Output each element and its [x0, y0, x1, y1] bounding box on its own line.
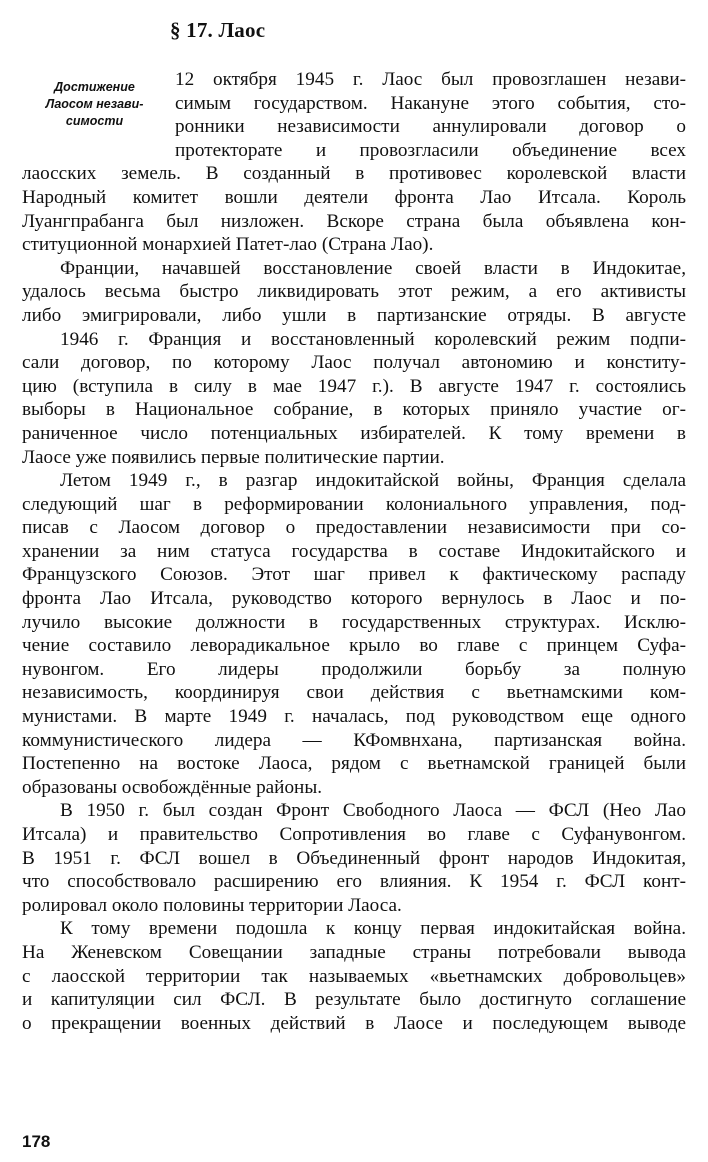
text-line: сали договор, по которому Лаос получал автономию и конститу-: [22, 352, 686, 374]
text-line: В 1950 г. был создан Фронт Свободного Лаоса — ФСЛ (Нео Лао: [60, 800, 686, 822]
text-line: Лаосе уже появились первые политические партии.: [22, 446, 445, 468]
text-line: ституционной монархией Патет-лао (Страна Лао).: [22, 234, 434, 256]
text-line: протекторате и провозгласили объединение всех: [175, 139, 686, 161]
margin-note-line: симости: [65, 114, 124, 128]
text-line: образованы освобождённые районы.: [22, 776, 323, 798]
text-line: выборы в Национальное собрание, в которых приняло участие ог-: [22, 399, 686, 421]
text-line: Народный комитет вошли деятели фронта Лао Итсала. Король: [22, 186, 686, 208]
text-line: раниченное число потенциальных избирателей. К тому времени в: [22, 422, 686, 444]
text-line: о прекращении военных действий в Лаосе и последующем выводе: [22, 1012, 686, 1034]
text-line: 1946 г. Франция и восстановленный королевский режим подпи-: [60, 328, 686, 350]
text-line: Франции, начавшей восстановление своей власти в Индокитае,: [60, 257, 686, 279]
text-line: чение составило леворадикальное крыло во главе с принцем Суфа-: [22, 635, 686, 657]
margin-note-line: Лаосом незави-: [45, 97, 144, 111]
text-line: с лаосской территории так называемых «вьетнамских добровольцев»: [22, 965, 686, 987]
text-line: К тому времени подошла к концу первая индокитайская война.: [60, 918, 686, 940]
text-line: хранении за ним статуса государства в составе Индокитайского и: [22, 540, 686, 562]
text-line: 12 октября 1945 г. Лаос был провозглашен незави-: [175, 69, 686, 90]
text-line: Итсала) и правительство Сопротивления во главе с Суфанувонгом.: [22, 824, 686, 845]
text-line: нувонгом. Его лидеры продолжили борьбу за полную: [22, 658, 686, 680]
text-line: ронники независимости аннулировали договор о: [175, 116, 686, 138]
text-line: писав с Лаосом договор о предоставлении независимости при со-: [22, 517, 686, 539]
text-line: цию (вступила в силу в мае 1947 г.). В августе 1947 г. состоялись: [22, 375, 686, 397]
body-text: [22, 68, 686, 1035]
section-heading: § 17. Лаос: [170, 18, 266, 42]
text-line: ролировал около половины территории Лаоса.: [22, 894, 402, 916]
text-line: На Женевском Совещании западные страны потребовали вывода: [22, 941, 686, 963]
text-line: лучило высокие должности в государственных структурах. Исклю-: [22, 611, 686, 633]
text-line: симым государством. Накануне этого события, сто-: [175, 92, 686, 114]
page-number: 178: [22, 1132, 51, 1151]
text-line: и капитуляции сил ФСЛ. В результате было достигнуто соглашение: [22, 989, 686, 1011]
text-line: Луангпрабанга был низложен. Вскоре страна была объявлена кон-: [22, 210, 686, 232]
text-line: В 1951 г. ФСЛ вошел в Объединенный фронт народов Индокитая,: [22, 847, 686, 869]
margin-note-line: Достижение: [54, 80, 135, 94]
text-line: коммунистического лидера — КФомвнхана, партизанская война.: [22, 729, 686, 751]
text-line: либо эмигрировали, либо ушли в партизанские отряды. В августе: [22, 304, 686, 326]
text-line: независимость, координируя свои действия с вьетнамскими ком-: [22, 682, 686, 704]
text-line: Летом 1949 г., в разгар индокитайской войны, Франция сделала: [60, 470, 686, 492]
text-line: удалось весьма быстро ликвидировать этот режим, а его активисты: [22, 281, 686, 303]
text-line: Французского Союзов. Этот шаг привел к фактическому распаду: [22, 564, 686, 586]
text-line: фронта Лао Итсала, руководство которого вернулось в Лаос и по-: [22, 588, 686, 610]
text-line: следующий шаг в реформировании колониального управления, под-: [22, 493, 686, 515]
text-line: Постепенно на востоке Лаоса, рядом с вьетнамской границей были: [22, 753, 686, 775]
text-line: мунистами. В марте 1949 г. началась, под руководством еще одного: [22, 706, 686, 728]
text-line: лаосских земель. В созданный в противовес королевской власти: [22, 163, 686, 185]
text-line: что способствовало расширению его влияния. К 1954 г. ФСЛ конт-: [22, 871, 686, 893]
